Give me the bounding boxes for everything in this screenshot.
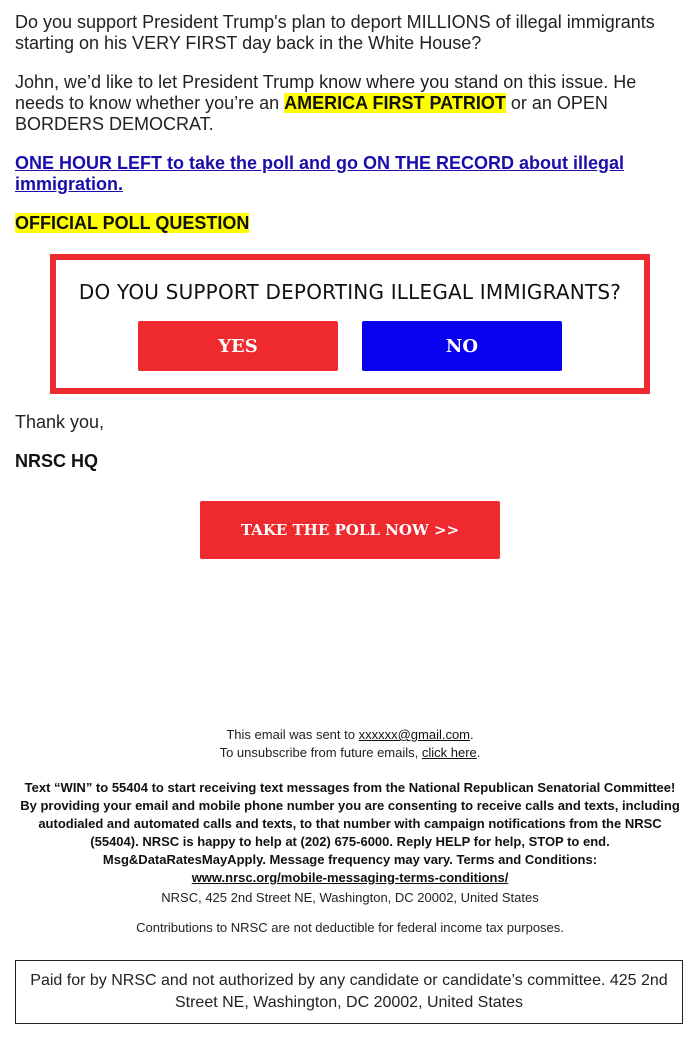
signature: NRSC HQ <box>15 451 99 471</box>
one-hour-left-paragraph <box>15 153 665 195</box>
intro-paragraph <box>15 72 665 135</box>
footer-address: NRSC, 425 2nd Street NE, Washington, DC 20002, United States <box>161 890 539 905</box>
contributions-disclaimer: Contributions to NRSC are not deductible for federal income tax purposes. <box>136 920 564 935</box>
take-poll-button[interactable]: TAKE THE POLL NOW >> <box>200 501 500 559</box>
poll-question: DO YOU SUPPORT DEPORTING ILLEGAL IMMIGRANTS? <box>78 280 622 304</box>
terms-conditions-link[interactable]: www.nrsc.org/mobile-messaging-terms-conditions/ <box>191 870 509 885</box>
thank-you-text: Thank you, <box>15 412 105 432</box>
unsubscribe-suffix: . <box>476 745 481 760</box>
one-hour-left-link[interactable]: ONE HOUR LEFT to take the poll and go ON THE RECORD about illegal immigration. <box>15 153 625 194</box>
closing <box>15 412 104 472</box>
america-first-highlight: AMERICA FIRST PATRIOT <box>284 93 506 113</box>
sms-disclaimer <box>15 779 685 887</box>
unsubscribe-link[interactable]: click here <box>421 745 477 760</box>
paid-for-box <box>15 960 683 1024</box>
no-button[interactable]: NO <box>362 321 562 371</box>
sent-to-line <box>15 726 685 744</box>
footer-sent-info <box>15 726 685 762</box>
email-body <box>15 12 665 252</box>
unsubscribe-line <box>15 744 685 762</box>
intro-text-after: or an OPEN BORDERS DEMOCRAT. <box>15 93 608 134</box>
intro-text-before: John, we’d like to let President Trump know where you stand on this issue. He needs to know whether you’re an <box>15 72 637 113</box>
intro-question: Do you support President Trump's plan to deport MILLIONS of illegal immigrants starting on his VERY FIRST day back in the White House? <box>15 12 655 53</box>
official-poll-label: OFFICIAL POLL QUESTION <box>15 213 250 233</box>
official-poll-paragraph <box>15 213 665 234</box>
poll-box <box>50 254 650 394</box>
yes-button[interactable]: YES <box>138 321 338 371</box>
recipient-email-link[interactable]: xxxxxx@gmail.com <box>358 727 471 742</box>
sent-to-suffix: . <box>470 727 474 742</box>
paid-for-text: Paid for by NRSC and not authorized by any candidate or candidate’s committee. 425 2nd Street NE, Washington, DC 20002, United States <box>30 972 668 1011</box>
sent-to-prefix: This email was sent to <box>226 727 359 742</box>
sms-disclaimer-text: Text “WIN” to 55404 to start receiving text messages from the National Republican Senatorial Committee! By providing your email and mobile phone number you are consenting to receive calls and texts, including autodialed and automated calls and texts, to that number with campaign notifications from the NRSC (55404). NRSC is happy to help at (202) 675-6000. Reply HELP for help, STOP to end. Msg&DataRatesMayApply. Message frequency may vary. Terms and Conditions: <box>20 780 680 867</box>
unsubscribe-prefix: To unsubscribe from future emails, <box>219 745 422 760</box>
